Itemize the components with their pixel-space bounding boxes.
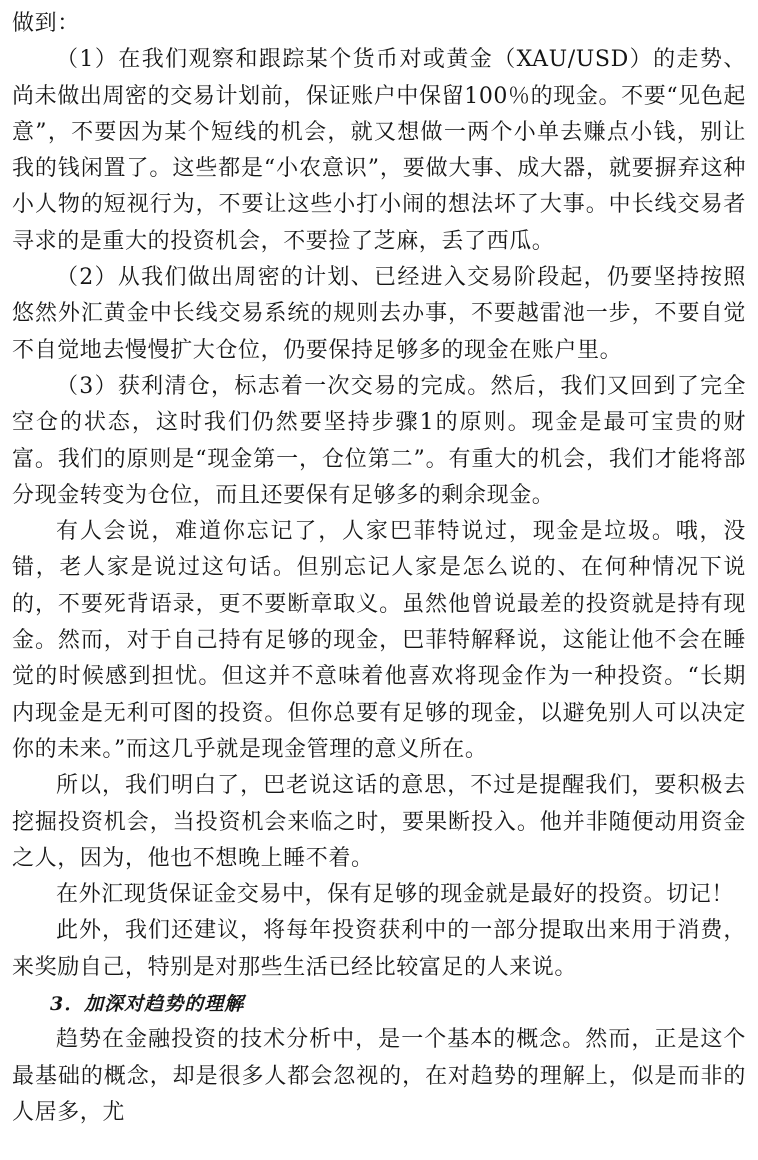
paragraph-step-1: （1）在我们观察和跟踪某个货币对或黄金（XAU/USD）的走势、尚未做出周密的交易计划前，保证账户中保留100％的现金。不要“见色起意”，不要因为某个短线的机会，就又想做一两个小单去赚点小钱，别让我的钱闲置了。这些都是“小农意识”，要做大事、成大器，就要摒弃这种小人物的短视行为，不要让这些小打小闹的想法坏了大事。中长线交易者寻求的是重大的投资机会，不要捡了芝麻，丢了西瓜。 [12, 47, 746, 254]
paragraph-step-3: （3）获利清仓，标志着一次交易的完成。然后，我们又回到了完全空仓的状态，这时我们仍然要坚持步骤1的原则。现金是最可宝贵的财富。我们的原则是“现金第一，仓位第二”。有重大的机会，我们才能将部分现金转变为仓位，而且还要保有足够多的剩余现金。 [12, 373, 746, 508]
section-heading: 3．加深对趋势的理解 [50, 993, 245, 1016]
paragraph-intro: 做到： [12, 11, 80, 36]
paragraph-buffett: 有人会说，难道你忘记了，人家巴菲特说过，现金是垃圾。哦，没错，老人家是说过这句话。但别忘记人家是怎么说的、在何种情况下说的，不要死背语录，更不要断章取义。虽然他曾说最差的投资就是持有现金。然而，对于自己持有足够的现金，巴菲特解释说，这能让他不会在睡觉的时候感到担忧。但这并不意味着他喜欢将现金作为一种投资。“长期内现金是无利可图的投资。但你总要有足够的现金，以避免别人可以决定你的未来。”而这几乎就是现金管理的意义所在。 [12, 519, 746, 762]
paragraph-step-2: （2）从我们做出周密的计划、已经进入交易阶段起，仍要坚持按照悠然外汇黄金中长线交易系统的规则去办事，不要越雷池一步，不要自觉不自觉地去慢慢扩大仓位，仍要保持足够多的现金在账户里。 [12, 265, 746, 363]
paragraph-trend: 趋势在金融投资的技术分析中，是一个基本的概念。然而，正是这个最基础的概念，却是很多人都会忽视的，在对趋势的理解上，似是而非的人居多，尤 [12, 1027, 746, 1125]
paragraph-reminder: 在外汇现货保证金交易中，保有足够的现金就是最好的投资。切记！ [56, 882, 735, 908]
paragraph-advice: 此外，我们还建议，将每年投资获利中的一部分提取出来用于消费，来奖励自己，特别是对那些生活已经比较富足的人来说。 [12, 918, 746, 980]
paragraph-conclusion: 所以，我们明白了，巴老说这话的意思，不过是提醒我们，要积极去挖掘投资机会，当投资机会来临之时，要果断投入。他并非随便动用资金之人，因为，他也不想晚上睡不着。 [12, 773, 746, 871]
